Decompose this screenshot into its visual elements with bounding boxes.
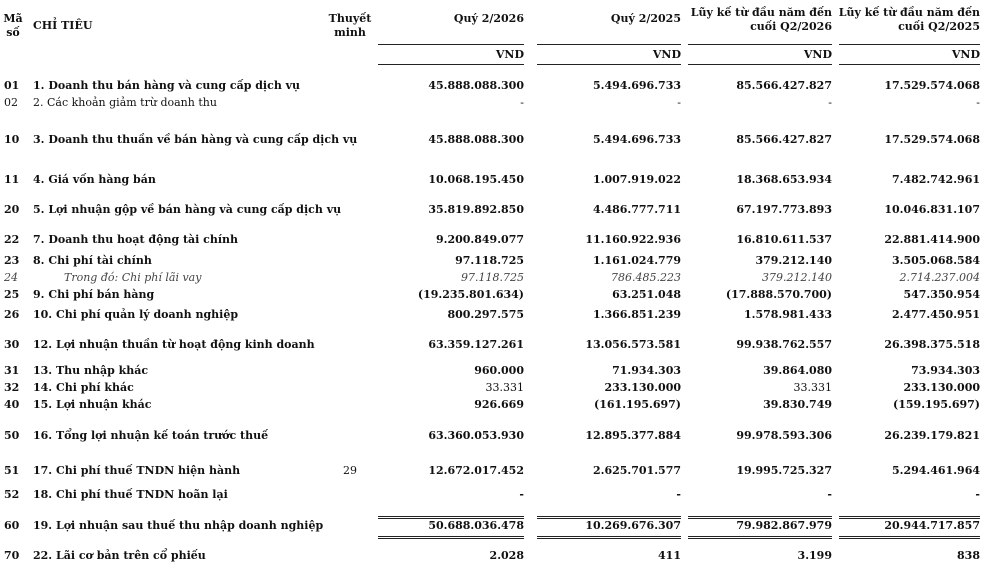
row-q2-2025: 1.007.919.022	[592, 173, 681, 186]
row-ytd-2026: 39.864.080	[763, 364, 832, 377]
row-q2-2025: 1.161.024.779	[592, 254, 681, 267]
row-label: 3. Doanh thu thuần về bán hàng và cung cấp dịch vụ	[33, 133, 358, 146]
row-code: 70	[4, 549, 20, 562]
row-q2-2025: 12.895.377.884	[585, 429, 681, 442]
table-row	[0, 464, 992, 478]
total-rule-1d	[378, 538, 524, 539]
row-ytd-2026: 16.810.611.537	[736, 233, 832, 246]
table-row	[0, 133, 992, 147]
row-q2-2026: 10.068.195.450	[428, 173, 524, 186]
row-q2-2026: -	[519, 488, 524, 501]
row-ytd-2026: 19.995.725.327	[736, 464, 832, 477]
row-ytd-2025: 547.350.954	[903, 288, 980, 301]
row-ytd-2025: 73.934.303	[911, 364, 980, 377]
row-ytd-2025: 5.294.461.964	[891, 464, 980, 477]
row-q2-2025: 1.366.851.239	[592, 308, 681, 321]
header-ytd-2026: Lũy kế từ đầu năm đến cuối Q2/2026	[690, 6, 832, 33]
row-q2-2026: 45.888.088.300	[428, 79, 524, 92]
table-row	[0, 173, 992, 187]
row-q2-2025: 71.934.303	[612, 364, 681, 377]
table-row	[0, 338, 992, 352]
row-q2-2026: 97.118.725	[455, 254, 524, 267]
row-ytd-2025: 26.239.179.821	[884, 429, 980, 442]
row-q2-2026: (19.235.801.634)	[417, 288, 524, 301]
header-rule-1	[378, 44, 524, 45]
header-rule-3	[688, 44, 832, 45]
row-ytd-2025: 17.529.574.068	[884, 133, 980, 146]
row-label: 15. Lợi nhuận khác	[33, 398, 152, 411]
row-code: 52	[4, 488, 20, 501]
row-ytd-2025: -	[976, 96, 980, 109]
row-q2-2026: 33.331	[485, 381, 524, 394]
row-ytd-2026: -	[828, 96, 832, 109]
row-q2-2026: 63.360.053.930	[428, 429, 524, 442]
row-code: 25	[4, 288, 20, 301]
total-rule-3c	[688, 536, 832, 537]
unit-label-4: VND	[951, 48, 980, 61]
row-label: 18. Chi phí thuế TNDN hoãn lại	[33, 488, 228, 501]
row-code: 23	[4, 254, 20, 267]
row-code: 26	[4, 308, 20, 321]
header-ytd-2025: Lũy kế từ đầu năm đến cuối Q2/2025	[838, 6, 980, 33]
table-row	[0, 429, 992, 443]
row-code: 40	[4, 398, 20, 411]
row-code: 02	[4, 96, 18, 109]
row-q2-2026: 35.819.892.850	[428, 203, 524, 216]
row-code: 20	[4, 203, 20, 216]
row-q2-2025: -	[676, 488, 681, 501]
row-label: Trong đó: Chi phí lãi vay	[64, 271, 202, 284]
row-q2-2025: 5.494.696.733	[592, 79, 681, 92]
table-row	[0, 271, 992, 285]
row-ytd-2025: 26.398.375.518	[884, 338, 980, 351]
total-rule-1c	[378, 536, 524, 537]
table-row	[0, 96, 992, 110]
row-q2-2025: 411	[658, 549, 681, 562]
row-q2-2025: -	[677, 96, 681, 109]
total-rule-1b	[378, 518, 524, 519]
row-label: 9. Chi phí bán hàng	[33, 288, 155, 301]
row-ytd-2026: 67.197.773.893	[736, 203, 832, 216]
row-q2-2025: (161.195.697)	[594, 398, 681, 411]
header-rule-2	[537, 44, 681, 45]
row-ytd-2025: 20.944.717.857	[884, 519, 980, 532]
row-ytd-2025: 3.505.068.584	[891, 254, 980, 267]
row-ytd-2026: 3.199	[797, 549, 832, 562]
row-code: 24	[4, 271, 18, 284]
row-ytd-2026: 39.830.749	[763, 398, 832, 411]
row-note: 29	[343, 464, 357, 477]
row-q2-2026: -	[520, 96, 524, 109]
total-rule-4c	[839, 536, 980, 537]
unit-label-1: VND	[495, 48, 524, 61]
row-label: 19. Lợi nhuận sau thuế thu nhập doanh nghiệp	[33, 519, 324, 532]
row-ytd-2025: 2.714.237.004	[899, 271, 980, 284]
row-q2-2026: 960.000	[474, 364, 524, 377]
row-code: 30	[4, 338, 20, 351]
row-ytd-2025: 22.881.414.900	[884, 233, 980, 246]
row-code: 32	[4, 381, 20, 394]
row-ytd-2025: 17.529.574.068	[884, 79, 980, 92]
row-q2-2025: 4.486.777.711	[592, 203, 681, 216]
row-q2-2026: 2.028	[489, 549, 524, 562]
total-rule-4b	[839, 518, 980, 519]
row-q2-2026: 800.297.575	[447, 308, 524, 321]
row-label: 5. Lợi nhuận gộp về bán hàng và cung cấp dịch vụ	[33, 203, 342, 216]
row-label: 22. Lãi cơ bản trên cổ phiếu	[33, 549, 206, 562]
row-ytd-2025: -	[975, 488, 980, 501]
row-q2-2025: 13.056.573.581	[585, 338, 681, 351]
row-label: 4. Giá vốn hàng bán	[33, 173, 156, 186]
row-q2-2025: 2.625.701.577	[592, 464, 681, 477]
row-ytd-2026: 18.368.653.934	[736, 173, 832, 186]
row-ytd-2025: 7.482.742.961	[891, 173, 980, 186]
table-row	[0, 308, 992, 322]
row-ytd-2025: (159.195.697)	[893, 398, 980, 411]
total-rule-2c	[537, 536, 681, 537]
row-code: 31	[4, 364, 20, 377]
row-code: 50	[4, 429, 20, 442]
row-q2-2026: 63.359.127.261	[428, 338, 524, 351]
table-row	[0, 233, 992, 247]
row-q2-2025: 11.160.922.936	[585, 233, 681, 246]
table-row	[0, 364, 992, 378]
row-q2-2025: 786.485.223	[611, 271, 681, 284]
row-ytd-2025: 233.130.000	[903, 381, 980, 394]
header-rule-4	[839, 44, 980, 45]
total-rule-2b	[537, 518, 681, 519]
row-q2-2025: 10.269.676.307	[585, 519, 681, 532]
row-q2-2025: 5.494.696.733	[592, 133, 681, 146]
table-row	[0, 381, 992, 395]
table-row	[0, 254, 992, 268]
total-rule-3b	[688, 518, 832, 519]
total-rule-2a	[537, 516, 681, 517]
table-row	[0, 203, 992, 217]
row-code: 60	[4, 519, 20, 532]
header-indicator: CHỈ TIÊU	[33, 19, 93, 32]
row-q2-2026: 97.118.725	[461, 271, 524, 284]
row-code: 10	[4, 133, 20, 146]
header-q2-2025: Quý 2/2025	[610, 12, 681, 25]
table-row	[0, 549, 992, 563]
total-rule-1a	[378, 516, 524, 517]
unit-rule-4	[839, 64, 980, 65]
table-row	[0, 79, 992, 93]
row-ytd-2026: 1.578.981.433	[743, 308, 832, 321]
row-label: 14. Chi phí khác	[33, 381, 134, 394]
row-label: 1. Doanh thu bán hàng và cung cấp dịch vụ	[33, 79, 301, 92]
row-q2-2025: 233.130.000	[604, 381, 681, 394]
row-label: 2. Các khoản giảm trừ doanh thu	[33, 96, 217, 109]
unit-rule-1	[378, 64, 524, 65]
row-code: 01	[4, 79, 20, 92]
row-q2-2026: 50.688.036.478	[428, 519, 524, 532]
header-note: Thuyết minh	[328, 12, 372, 39]
row-label: 8. Chi phí tài chính	[33, 254, 152, 267]
row-ytd-2026: 379.212.140	[762, 271, 832, 284]
header-code: Mã số	[3, 12, 23, 39]
total-rule-3d	[688, 538, 832, 539]
row-ytd-2026: 379.212.140	[755, 254, 832, 267]
row-label: 16. Tổng lợi nhuận kế toán trước thuế	[33, 429, 269, 442]
row-label: 12. Lợi nhuận thuần từ hoạt động kinh doanh	[33, 338, 315, 351]
header-q2-2026: Quý 2/2026	[453, 12, 524, 25]
row-ytd-2026: (17.888.570.700)	[725, 288, 832, 301]
row-code: 51	[4, 464, 20, 477]
unit-rule-2	[537, 64, 681, 65]
total-rule-2d	[537, 538, 681, 539]
row-q2-2026: 9.200.849.077	[435, 233, 524, 246]
row-ytd-2026: 85.566.427.827	[736, 133, 832, 146]
row-label: 10. Chi phí quản lý doanh nghiệp	[33, 308, 239, 321]
row-ytd-2026: 79.982.867.979	[736, 519, 832, 532]
row-label: 13. Thu nhập khác	[33, 364, 149, 377]
table-row	[0, 288, 992, 302]
table-row	[0, 488, 992, 502]
table-row	[0, 519, 992, 533]
total-rule-3a	[688, 516, 832, 517]
row-ytd-2026: 99.978.593.306	[736, 429, 832, 442]
row-q2-2025: 63.251.048	[612, 288, 681, 301]
unit-rule-3	[688, 64, 832, 65]
row-ytd-2025: 838	[957, 549, 980, 562]
table-row	[0, 398, 992, 412]
unit-label-3: VND	[803, 48, 832, 61]
row-ytd-2026: 33.331	[793, 381, 832, 394]
row-ytd-2026: 99.938.762.557	[736, 338, 832, 351]
row-label: 17. Chi phí thuế TNDN hiện hành	[33, 464, 241, 477]
row-ytd-2026: -	[827, 488, 832, 501]
row-q2-2026: 12.672.017.452	[428, 464, 524, 477]
row-label: 7. Doanh thu hoạt động tài chính	[33, 233, 239, 246]
row-ytd-2025: 2.477.450.951	[891, 308, 980, 321]
row-ytd-2025: 10.046.831.107	[884, 203, 980, 216]
total-rule-4d	[839, 538, 980, 539]
row-q2-2026: 45.888.088.300	[428, 133, 524, 146]
row-code: 22	[4, 233, 20, 246]
unit-label-2: VND	[652, 48, 681, 61]
row-code: 11	[4, 173, 20, 186]
row-ytd-2026: 85.566.427.827	[736, 79, 832, 92]
row-q2-2026: 926.669	[474, 398, 524, 411]
total-rule-4a	[839, 516, 980, 517]
